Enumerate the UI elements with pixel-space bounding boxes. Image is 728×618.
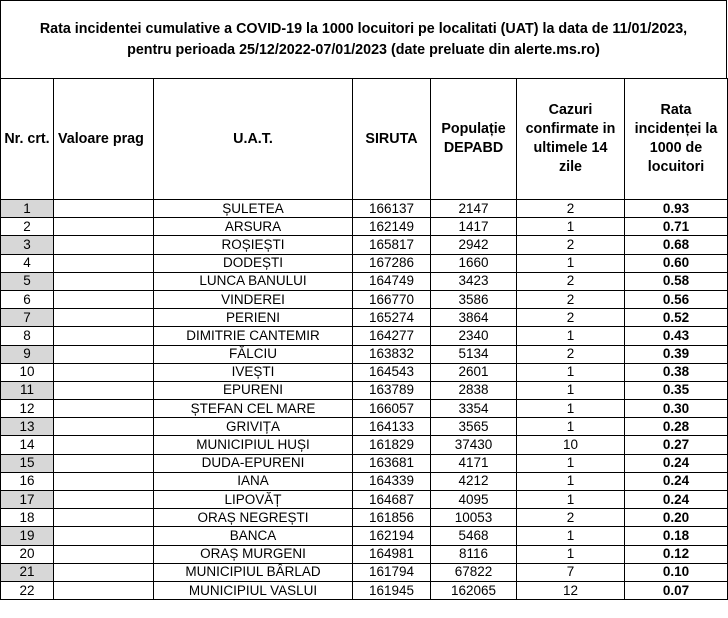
cell-uat: IVEȘTI — [154, 363, 353, 381]
table-row — [1, 363, 728, 381]
cell-siruta: 166770 — [353, 290, 431, 308]
cell-nr-crt: 9 — [1, 345, 54, 363]
cell-nr-crt: 22 — [1, 581, 54, 599]
cell-siruta: 163681 — [353, 454, 431, 472]
cell-valoare-prag — [54, 236, 154, 254]
cell-valoare-prag — [54, 345, 154, 363]
cell-nr-crt: 14 — [1, 436, 54, 454]
cell-populatie: 3565 — [431, 418, 517, 436]
table-row — [1, 290, 728, 308]
cell-siruta: 164277 — [353, 327, 431, 345]
cell-cazuri: 12 — [517, 581, 625, 599]
title-line-1: Rata incidentei cumulative a COVID-19 la 1000 locuitori pe localitati (UAT) la data de 11/01/2023, — [39, 20, 688, 37]
cell-populatie: 5468 — [431, 527, 517, 545]
cell-siruta: 161856 — [353, 509, 431, 527]
cell-rata: 0.27 — [625, 436, 728, 454]
header-cazuri-line: ultimele 14 — [533, 140, 608, 156]
cell-populatie: 3423 — [431, 272, 517, 290]
header-cazuri — [517, 79, 625, 200]
table-row — [1, 345, 728, 363]
cell-cazuri: 1 — [517, 454, 625, 472]
table-row — [1, 563, 728, 581]
cell-cazuri: 2 — [517, 200, 625, 218]
cell-uat: MUNICIPIUL BÂRLAD — [154, 563, 353, 581]
cell-uat: GRIVIȚA — [154, 418, 353, 436]
cell-cazuri: 1 — [517, 327, 625, 345]
cell-populatie: 3864 — [431, 309, 517, 327]
cell-uat: LIPOVĂȚ — [154, 491, 353, 509]
cell-valoare-prag — [54, 381, 154, 399]
cell-siruta: 161829 — [353, 436, 431, 454]
header-cazuri-line: confirmate in — [525, 121, 616, 137]
cell-uat: DODEȘTI — [154, 254, 353, 272]
cell-valoare-prag — [54, 309, 154, 327]
cell-rata: 0.24 — [625, 491, 728, 509]
cell-valoare-prag — [54, 581, 154, 599]
cell-rata: 0.24 — [625, 454, 728, 472]
cell-siruta: 164749 — [353, 272, 431, 290]
cell-siruta: 162194 — [353, 527, 431, 545]
cell-cazuri: 1 — [517, 472, 625, 490]
cell-nr-crt: 10 — [1, 363, 54, 381]
cell-rata: 0.60 — [625, 254, 728, 272]
cell-populatie: 3586 — [431, 290, 517, 308]
cell-siruta: 167286 — [353, 254, 431, 272]
cell-nr-crt: 12 — [1, 400, 54, 418]
cell-cazuri: 1 — [517, 491, 625, 509]
cell-rata: 0.43 — [625, 327, 728, 345]
cell-cazuri: 1 — [517, 363, 625, 381]
cell-populatie: 37430 — [431, 436, 517, 454]
cell-cazuri: 2 — [517, 290, 625, 308]
cell-valoare-prag — [54, 327, 154, 345]
table-body — [1, 200, 728, 600]
cell-cazuri: 2 — [517, 236, 625, 254]
header-rata-line: locuitori — [647, 159, 705, 175]
cell-rata: 0.39 — [625, 345, 728, 363]
table-row — [1, 509, 728, 527]
table-row — [1, 327, 728, 345]
cell-cazuri: 1 — [517, 545, 625, 563]
cell-siruta: 166057 — [353, 400, 431, 418]
cell-nr-crt: 7 — [1, 309, 54, 327]
cell-uat: LUNCA BANULUI — [154, 272, 353, 290]
cell-nr-crt: 21 — [1, 563, 54, 581]
cell-siruta: 165817 — [353, 236, 431, 254]
cell-uat: BANCA — [154, 527, 353, 545]
cell-siruta: 161794 — [353, 563, 431, 581]
cell-valoare-prag — [54, 200, 154, 218]
table-row — [1, 200, 728, 218]
cell-cazuri: 1 — [517, 254, 625, 272]
table-row — [1, 545, 728, 563]
cell-siruta: 164339 — [353, 472, 431, 490]
cell-uat: ȘTEFAN CEL MARE — [154, 400, 353, 418]
cell-cazuri: 2 — [517, 509, 625, 527]
cell-uat: ȘULETEA — [154, 200, 353, 218]
header-uat: U.A.T. — [154, 79, 353, 200]
cell-rata: 0.07 — [625, 581, 728, 599]
cell-nr-crt: 13 — [1, 418, 54, 436]
cell-cazuri: 10 — [517, 436, 625, 454]
cell-rata: 0.24 — [625, 472, 728, 490]
cell-nr-crt: 3 — [1, 236, 54, 254]
cell-rata: 0.28 — [625, 418, 728, 436]
cell-uat: DIMITRIE CANTEMIR — [154, 327, 353, 345]
header-rata-line: Rata — [660, 102, 692, 118]
cell-populatie: 2340 — [431, 327, 517, 345]
header-cazuri-line: Cazuri — [548, 102, 593, 118]
cell-valoare-prag — [54, 454, 154, 472]
cell-nr-crt: 18 — [1, 509, 54, 527]
cell-nr-crt: 5 — [1, 272, 54, 290]
cell-uat: MUNICIPIUL HUȘI — [154, 436, 353, 454]
cell-cazuri: 2 — [517, 272, 625, 290]
cell-populatie: 67822 — [431, 563, 517, 581]
cell-valoare-prag — [54, 272, 154, 290]
cell-rata: 0.35 — [625, 381, 728, 399]
table-row — [1, 254, 728, 272]
cell-rata: 0.58 — [625, 272, 728, 290]
cell-nr-crt: 6 — [1, 290, 54, 308]
cell-populatie: 3354 — [431, 400, 517, 418]
header-siruta: SIRUTA — [353, 79, 431, 200]
cell-uat: ORAȘ MURGENI — [154, 545, 353, 563]
header-nr-crt: Nr. crt. — [1, 79, 54, 200]
cell-nr-crt: 1 — [1, 200, 54, 218]
cell-uat: IANA — [154, 472, 353, 490]
cell-valoare-prag — [54, 491, 154, 509]
cell-valoare-prag — [54, 545, 154, 563]
cell-valoare-prag — [54, 363, 154, 381]
cell-siruta: 164543 — [353, 363, 431, 381]
title-line-2: pentru perioada 25/12/2022-07/01/2023 (date preluate din alerte.ms.ro) — [127, 41, 600, 58]
header-populatie-line: DEPABD — [443, 140, 504, 156]
cell-nr-crt: 20 — [1, 545, 54, 563]
table-row — [1, 272, 728, 290]
cell-uat: ARSURA — [154, 218, 353, 236]
cell-siruta: 166137 — [353, 200, 431, 218]
cell-cazuri: 1 — [517, 418, 625, 436]
header-cazuri-line: zile — [558, 159, 583, 175]
table-header-row — [1, 79, 728, 200]
cell-uat: FĂLCIU — [154, 345, 353, 363]
cell-nr-crt: 4 — [1, 254, 54, 272]
cell-uat: EPURENI — [154, 381, 353, 399]
cell-rata: 0.38 — [625, 363, 728, 381]
cell-populatie: 2838 — [431, 381, 517, 399]
cell-valoare-prag — [54, 218, 154, 236]
document-title — [0, 0, 727, 78]
cell-populatie: 8116 — [431, 545, 517, 563]
cell-rata: 0.30 — [625, 400, 728, 418]
header-populatie — [431, 79, 517, 200]
cell-valoare-prag — [54, 290, 154, 308]
cell-populatie: 2147 — [431, 200, 517, 218]
cell-rata: 0.20 — [625, 509, 728, 527]
cell-siruta: 164981 — [353, 545, 431, 563]
table-row — [1, 236, 728, 254]
cell-rata: 0.12 — [625, 545, 728, 563]
cell-rata: 0.10 — [625, 563, 728, 581]
header-rata-line: 1000 de — [649, 140, 703, 156]
cell-populatie: 10053 — [431, 509, 517, 527]
cell-nr-crt: 2 — [1, 218, 54, 236]
header-valoare-prag: Valoare prag — [54, 79, 154, 200]
cell-uat: VINDEREI — [154, 290, 353, 308]
cell-populatie: 4171 — [431, 454, 517, 472]
cell-populatie: 4095 — [431, 491, 517, 509]
cell-siruta: 161945 — [353, 581, 431, 599]
cell-siruta: 164687 — [353, 491, 431, 509]
cell-nr-crt: 19 — [1, 527, 54, 545]
cell-uat: DUDA-EPURENI — [154, 454, 353, 472]
table-row — [1, 400, 728, 418]
cell-populatie: 4212 — [431, 472, 517, 490]
cell-cazuri: 2 — [517, 345, 625, 363]
table-row — [1, 527, 728, 545]
cell-nr-crt: 15 — [1, 454, 54, 472]
cell-cazuri: 1 — [517, 381, 625, 399]
cell-uat: ORAȘ NEGREȘTI — [154, 509, 353, 527]
cell-cazuri: 1 — [517, 527, 625, 545]
cell-siruta: 164133 — [353, 418, 431, 436]
incidence-table — [0, 78, 728, 600]
cell-populatie: 2601 — [431, 363, 517, 381]
cell-nr-crt: 17 — [1, 491, 54, 509]
cell-siruta: 165274 — [353, 309, 431, 327]
cell-rata: 0.71 — [625, 218, 728, 236]
cell-valoare-prag — [54, 400, 154, 418]
table-row — [1, 418, 728, 436]
cell-populatie: 5134 — [431, 345, 517, 363]
cell-uat: MUNICIPIUL VASLUI — [154, 581, 353, 599]
cell-nr-crt: 16 — [1, 472, 54, 490]
cell-valoare-prag — [54, 527, 154, 545]
cell-populatie: 1417 — [431, 218, 517, 236]
cell-rata: 0.18 — [625, 527, 728, 545]
table-row — [1, 381, 728, 399]
cell-cazuri: 7 — [517, 563, 625, 581]
cell-rata: 0.93 — [625, 200, 728, 218]
cell-valoare-prag — [54, 472, 154, 490]
cell-valoare-prag — [54, 418, 154, 436]
cell-cazuri: 1 — [517, 218, 625, 236]
cell-valoare-prag — [54, 436, 154, 454]
cell-cazuri: 2 — [517, 309, 625, 327]
cell-nr-crt: 11 — [1, 381, 54, 399]
cell-nr-crt: 8 — [1, 327, 54, 345]
cell-rata: 0.52 — [625, 309, 728, 327]
cell-siruta: 163789 — [353, 381, 431, 399]
cell-valoare-prag — [54, 563, 154, 581]
cell-populatie: 1660 — [431, 254, 517, 272]
table-row — [1, 218, 728, 236]
cell-rata: 0.68 — [625, 236, 728, 254]
cell-siruta: 163832 — [353, 345, 431, 363]
header-populatie-line: Populație — [441, 121, 506, 137]
table-row — [1, 491, 728, 509]
table-row — [1, 472, 728, 490]
cell-populatie: 162065 — [431, 581, 517, 599]
cell-valoare-prag — [54, 254, 154, 272]
cell-rata: 0.56 — [625, 290, 728, 308]
cell-uat: ROȘIEȘTI — [154, 236, 353, 254]
table-row — [1, 581, 728, 599]
table-row — [1, 436, 728, 454]
cell-siruta: 162149 — [353, 218, 431, 236]
header-rata-line: incidenței la — [634, 121, 718, 137]
cell-cazuri: 1 — [517, 400, 625, 418]
cell-valoare-prag — [54, 509, 154, 527]
cell-populatie: 2942 — [431, 236, 517, 254]
table-row — [1, 454, 728, 472]
cell-uat: PERIENI — [154, 309, 353, 327]
table-row — [1, 309, 728, 327]
header-rata — [625, 79, 728, 200]
